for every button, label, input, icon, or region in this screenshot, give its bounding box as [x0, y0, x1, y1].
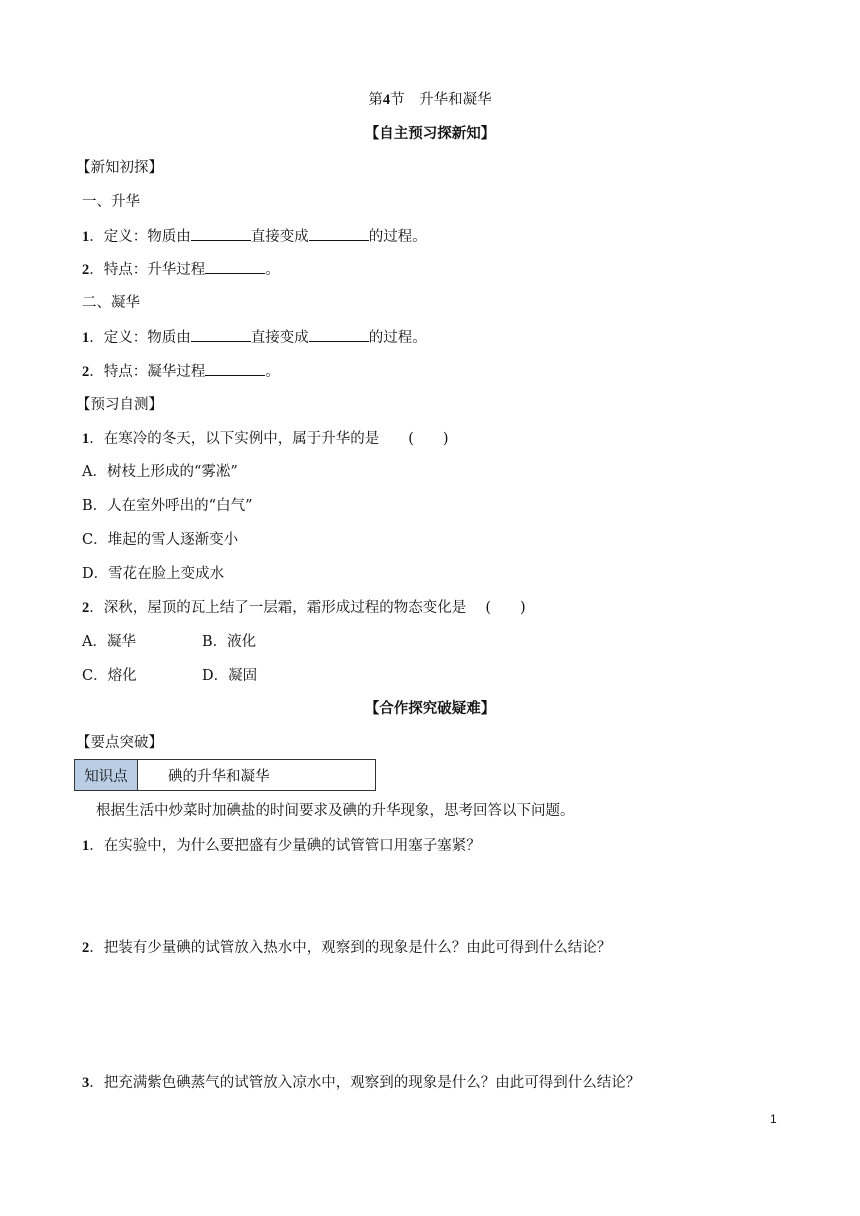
- new-knowledge-heading: 【新知初探】: [76, 160, 163, 176]
- fill-blank[interactable]: [205, 361, 265, 376]
- self-test-heading: 【预习自测】: [76, 397, 163, 413]
- question-2: 2．深秋，屋顶的瓦上结了一层霜，霜形成过程的物态变化是 ( ): [82, 600, 526, 616]
- question-1: 1．在寒冷的冬天，以下实例中，属于升华的是 ( ): [82, 431, 449, 447]
- key-points-heading: 【要点突破】: [76, 735, 163, 751]
- fill-blank[interactable]: [191, 327, 251, 342]
- knowledge-point-box: [74, 759, 376, 791]
- deposition-feature: 2．特点：凝华过程 。: [82, 361, 860, 382]
- fill-blank[interactable]: [205, 259, 265, 274]
- deposition-definition: 1．定义：物质由 直接变成 的过程。: [82, 327, 860, 348]
- deposition-heading: 二、凝华: [82, 295, 140, 311]
- discussion-question-2: 2．把装有少量碘的试管放入热水中，观察到的现象是什么？由此可得到什么结论？: [82, 940, 612, 956]
- q2-option-d[interactable]: D．凝固: [202, 668, 258, 684]
- q1-option-c[interactable]: C．堆起的雪人逐渐变小: [82, 532, 239, 548]
- q1-option-b[interactable]: B．人在室外呼出的“白气”: [82, 498, 253, 514]
- sublimation-heading: 一、升华: [82, 194, 140, 210]
- q2-option-a[interactable]: A．凝华: [82, 634, 136, 650]
- fill-blank[interactable]: [191, 226, 251, 241]
- knowledge-point-title: 碘的升华和凝华: [168, 768, 270, 785]
- intro-paragraph: 根据生活中炒菜时加碘盐的时间要求及碘的升华现象，思考回答以下问题。: [96, 803, 575, 819]
- q1-option-a[interactable]: A．树枝上形成的“雾凇”: [82, 464, 238, 480]
- q2-option-c[interactable]: C．熔化: [82, 668, 137, 684]
- page-title: 第4节 升华和凝华: [368, 92, 492, 108]
- knowledge-point-label: 知识点: [75, 760, 138, 790]
- q2-option-b[interactable]: B．液化: [202, 634, 257, 650]
- fill-blank[interactable]: [309, 226, 369, 241]
- page-number: 1: [770, 1112, 777, 1126]
- section-heading-cooperate: 【合作探究破疑难】: [364, 700, 496, 717]
- discussion-question-3: 3．把充满紫色碘蒸气的试管放入凉水中，观察到的现象是什么？由此可得到什么结论？: [82, 1075, 641, 1091]
- discussion-question-1: 1．在实验中，为什么要把盛有少量碘的试管管口用塞子塞紧？: [82, 838, 481, 854]
- q1-option-d[interactable]: D．雪花在脸上变成水: [82, 566, 225, 582]
- sublimation-definition: 1．定义：物质由 直接变成 的过程。: [82, 226, 860, 247]
- section-heading-preview: 【自主预习探新知】: [364, 125, 496, 142]
- fill-blank[interactable]: [309, 327, 369, 342]
- sublimation-feature: 2．特点：升华过程 。: [82, 259, 860, 280]
